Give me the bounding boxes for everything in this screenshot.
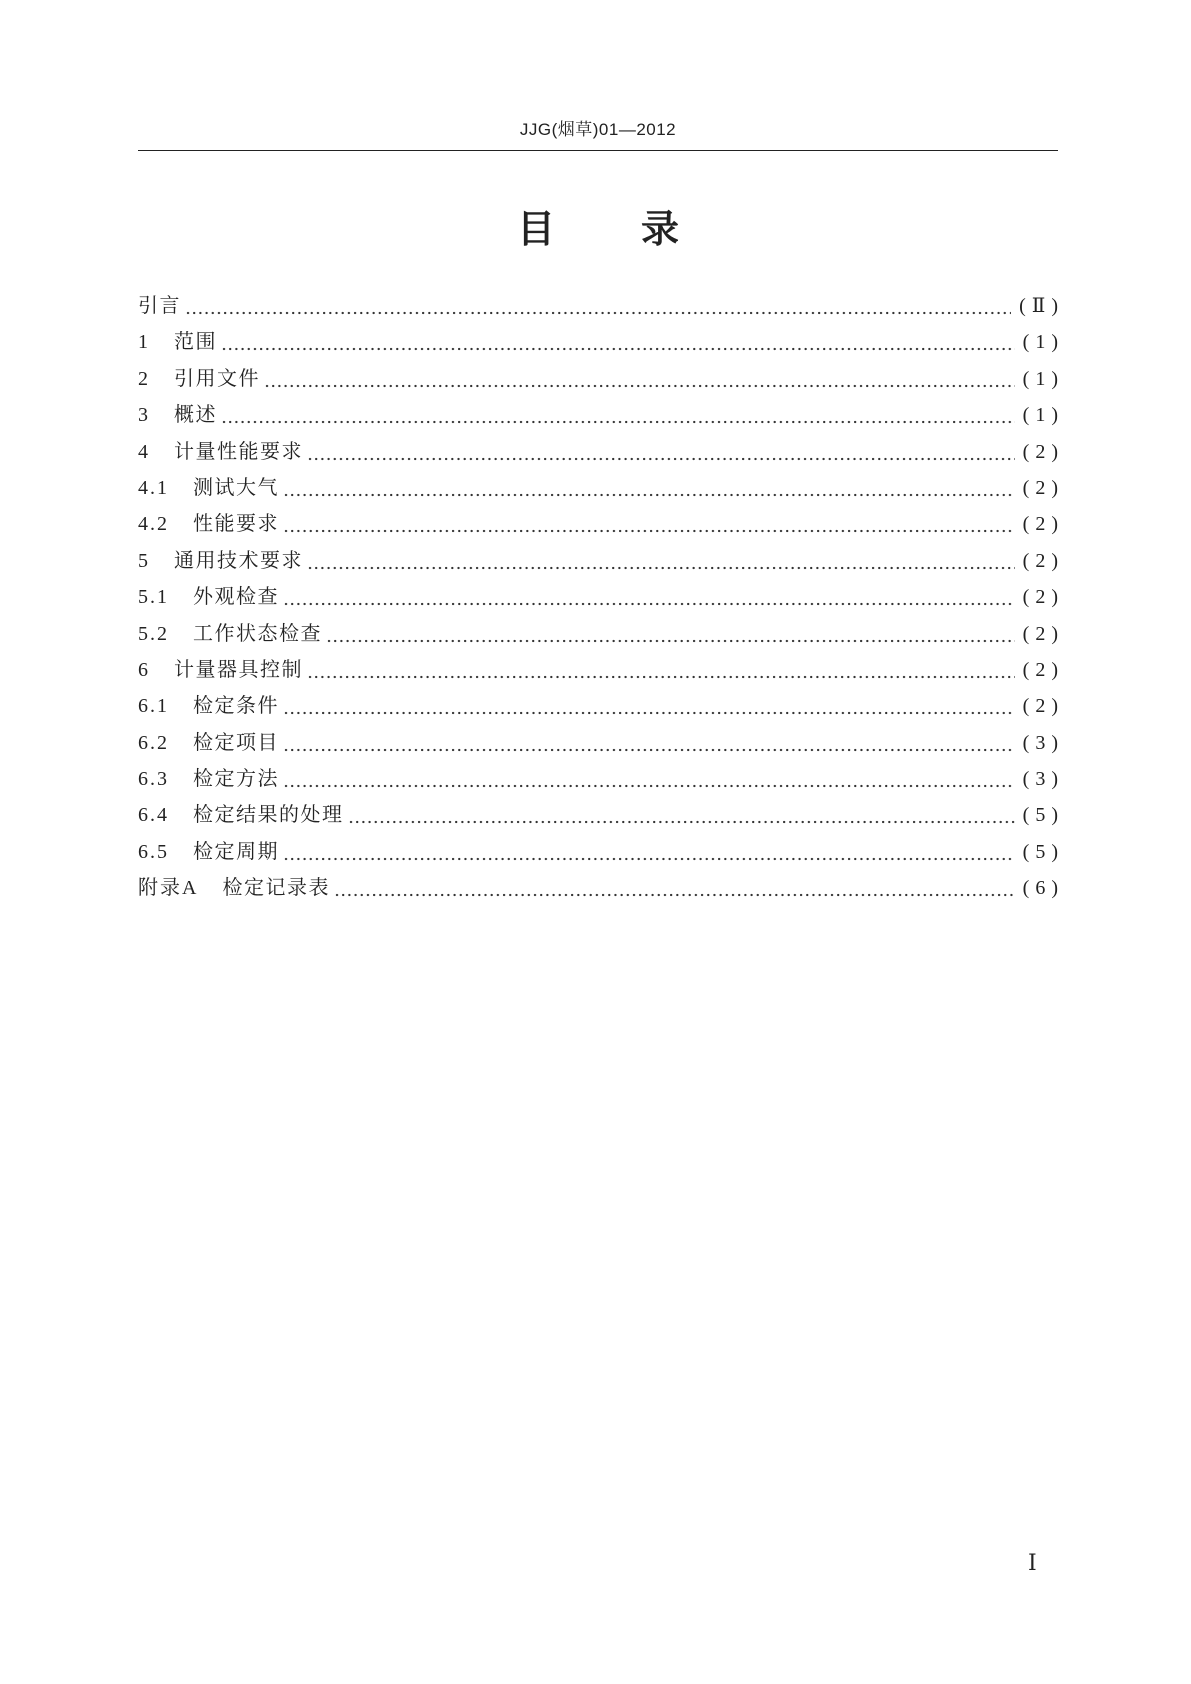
toc-entry-title: 引言 <box>138 295 181 317</box>
toc-entry[interactable] <box>138 361 1064 397</box>
toc-entry-page: (6) <box>1022 877 1064 900</box>
toc-entry-number: 附录A <box>138 877 199 900</box>
toc-entry-title: 检定记录表 <box>222 877 330 900</box>
toc-entry-number: 6.1 <box>138 695 169 718</box>
toc-entry[interactable] <box>138 397 1064 433</box>
toc-entry-title: 检定方法 <box>193 768 279 791</box>
toc-dot-leader <box>283 725 1015 761</box>
toc-entry-title: 范围 <box>174 331 217 354</box>
toc-entry-title: 检定项目 <box>193 731 279 754</box>
toc-entry[interactable] <box>138 288 1064 324</box>
toc-entry[interactable] <box>138 725 1064 761</box>
toc-entry-title: 测试大气 <box>193 476 279 499</box>
toc-entry[interactable] <box>138 797 1064 833</box>
toc-entry-number: 5 <box>138 549 150 572</box>
toc-entry-title: 检定条件 <box>193 695 279 718</box>
toc-entry-number: 6 <box>138 658 150 681</box>
toc-entry-page: (1) <box>1022 367 1064 390</box>
toc-dot-leader <box>283 761 1015 797</box>
toc-entry[interactable] <box>138 470 1064 506</box>
title-char-2: 录 <box>641 207 680 251</box>
title-char-1: 目 <box>516 207 555 251</box>
toc-entry-number: 6.4 <box>138 804 169 827</box>
toc-dot-leader <box>283 579 1015 615</box>
toc-entry-page: (2) <box>1022 476 1064 499</box>
toc-entry-title: 计量性能要求 <box>174 440 303 463</box>
toc-entry[interactable] <box>138 324 1064 360</box>
running-header: JJG(烟草)01—2012 <box>519 120 677 139</box>
toc-entry-number: 3 <box>138 404 150 427</box>
toc-entry[interactable] <box>138 834 1064 870</box>
page-number: Ⅰ <box>1028 1550 1037 1575</box>
toc-entry-page: (Ⅱ) <box>1019 295 1064 317</box>
toc-entry-title: 工作状态检查 <box>193 622 322 645</box>
toc-dot-leader <box>307 543 1015 579</box>
toc-entry[interactable] <box>138 870 1064 906</box>
toc-entry-page: (3) <box>1022 731 1064 754</box>
toc-dot-leader <box>185 288 1011 324</box>
toc-entry-page: (2) <box>1022 513 1064 536</box>
page-title <box>138 205 1058 253</box>
toc-entry-page: (2) <box>1022 586 1064 609</box>
toc-dot-leader <box>283 506 1015 542</box>
toc-entry-page: (2) <box>1022 549 1064 572</box>
toc-entry-number: 4 <box>138 440 150 463</box>
toc-entry[interactable] <box>138 506 1064 542</box>
toc-entry-page: (5) <box>1022 804 1064 827</box>
toc-dot-leader <box>348 797 1015 833</box>
toc-entry-page: (5) <box>1022 840 1064 863</box>
toc-entry-title: 概述 <box>174 404 217 427</box>
toc-entry-page: (2) <box>1022 440 1064 463</box>
toc-dot-leader <box>264 361 1015 397</box>
toc-entry[interactable] <box>138 616 1064 652</box>
header-rule <box>138 150 1058 151</box>
toc-entry-title: 检定周期 <box>193 840 279 863</box>
toc-entry-number: 2 <box>138 367 150 390</box>
toc-entry[interactable] <box>138 652 1064 688</box>
toc-entry-title: 外观检查 <box>193 586 279 609</box>
toc-dot-leader <box>307 652 1015 688</box>
toc-entry-page: (1) <box>1022 404 1064 427</box>
toc-entry-title: 计量器具控制 <box>174 658 303 681</box>
toc-dot-leader <box>221 397 1015 433</box>
toc-entry-number: 4.1 <box>138 476 169 499</box>
toc-dot-leader <box>334 870 1015 906</box>
table-of-contents <box>138 288 1064 907</box>
toc-entry-page: (2) <box>1022 658 1064 681</box>
toc-entry-number: 1 <box>138 331 150 354</box>
toc-entry-page: (2) <box>1022 695 1064 718</box>
toc-entry-number: 6.5 <box>138 840 169 863</box>
toc-dot-leader <box>307 434 1015 470</box>
toc-entry[interactable] <box>138 761 1064 797</box>
toc-entry-title: 引用文件 <box>174 367 260 390</box>
toc-entry-title: 性能要求 <box>193 513 279 536</box>
toc-dot-leader <box>283 470 1015 506</box>
toc-entry[interactable] <box>138 688 1064 724</box>
toc-dot-leader <box>221 324 1015 360</box>
toc-entry-title: 通用技术要求 <box>174 549 303 572</box>
toc-entry-number: 5.2 <box>138 622 169 645</box>
toc-dot-leader <box>283 688 1015 724</box>
toc-entry-number: 6.3 <box>138 768 169 791</box>
toc-entry-number: 6.2 <box>138 731 169 754</box>
toc-entry-page: (1) <box>1022 331 1064 354</box>
toc-entry[interactable] <box>138 543 1064 579</box>
toc-entry-number: 5.1 <box>138 586 169 609</box>
toc-dot-leader <box>283 834 1015 870</box>
toc-entry-page: (2) <box>1022 622 1064 645</box>
toc-dot-leader <box>326 616 1015 652</box>
toc-entry-page: (3) <box>1022 768 1064 791</box>
toc-entry[interactable] <box>138 579 1064 615</box>
toc-entry[interactable] <box>138 434 1064 470</box>
toc-entry-number: 4.2 <box>138 513 169 536</box>
toc-entry-title: 检定结果的处理 <box>193 804 344 827</box>
